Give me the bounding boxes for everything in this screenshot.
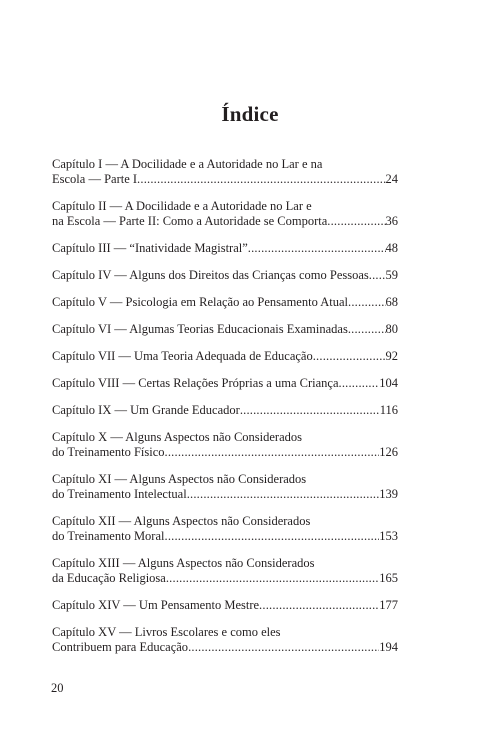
dot-leader <box>165 445 380 460</box>
dot-leader <box>165 529 380 544</box>
toc-entry-line: Capítulo II — A Docilidade e a Autoridade no Lar e <box>52 199 312 213</box>
toc-entry-line: Capítulo XV — Livros Escolares e como eles <box>52 625 281 639</box>
dot-leader <box>348 322 386 337</box>
toc-entry-page-number: 177 <box>379 598 398 612</box>
toc-entry-text: Capítulo VI — Algumas Teorias Educacionais Examinadas <box>52 322 348 336</box>
toc-entry[interactable] <box>52 430 398 460</box>
toc-entry[interactable] <box>52 625 398 655</box>
toc-entry-line: Capítulo XI — Alguns Aspectos não Considerados <box>52 472 307 486</box>
toc-entry-leader-line <box>52 598 398 613</box>
toc-entry-page-number: 126 <box>379 445 398 459</box>
toc-entry[interactable] <box>52 199 398 229</box>
toc-entry[interactable] <box>52 157 398 187</box>
dot-leader <box>240 403 380 418</box>
toc-entry-leader-line <box>52 268 398 283</box>
dot-leader <box>188 640 379 655</box>
toc-entry-text: Capítulo XIV — Um Pensamento Mestre <box>52 598 260 612</box>
toc-entry-text: Escola — Parte I <box>52 172 138 186</box>
dot-leader <box>369 268 386 283</box>
dot-leader <box>166 571 379 586</box>
toc-entry-text: Capítulo IX — Um Grande Educador <box>52 403 240 417</box>
toc-entry[interactable] <box>52 241 398 256</box>
toc-entry-text: Capítulo VIII — Certas Relações Próprias a uma Criança <box>52 376 339 390</box>
toc-entry-leader-line <box>52 322 398 337</box>
toc-entry[interactable] <box>52 322 398 337</box>
dot-leader <box>259 598 379 613</box>
toc-entry-page-number: 92 <box>385 349 398 363</box>
page-title: Índice <box>221 102 279 127</box>
toc-entry-page-number: 116 <box>379 403 398 417</box>
toc-entry-page-number: 48 <box>385 241 398 255</box>
toc-entry[interactable] <box>52 403 398 418</box>
toc-entry-line: Capítulo XII — Alguns Aspectos não Considerados <box>52 514 311 528</box>
toc-entry-leader-line <box>52 349 398 364</box>
toc-entry[interactable] <box>52 295 398 310</box>
toc-entry-page-number: 153 <box>379 529 398 543</box>
toc-entry[interactable] <box>52 514 398 544</box>
toc-entry-text: Capítulo IV — Alguns dos Direitos das Crianças como Pessoas <box>52 268 369 282</box>
toc-entry-page-number: 68 <box>385 295 398 309</box>
toc-entry-line: Capítulo XIII — Alguns Aspectos não Considerados <box>52 556 315 570</box>
dot-leader <box>137 172 385 187</box>
toc-entry-text: Capítulo VII — Uma Teoria Adequada de Educação <box>52 349 313 363</box>
toc-entry-page-number: 104 <box>379 376 398 390</box>
toc-entry[interactable] <box>52 376 398 391</box>
dot-leader <box>348 295 385 310</box>
dot-leader <box>327 214 385 229</box>
toc-entry-page-number: 24 <box>385 172 398 186</box>
toc-entry-leader-line <box>52 376 398 391</box>
toc-entry-text: do Treinamento Moral <box>52 529 165 543</box>
toc-entry-page-number: 194 <box>379 640 398 654</box>
dot-leader <box>187 487 380 502</box>
toc-entry-text: na Escola — Parte II: Como a Autoridade se Comporta <box>52 214 328 228</box>
toc-entry-text: do Treinamento Intelectual <box>52 487 187 501</box>
toc-entry-text: Capítulo V — Psicologia em Relação ao Pensamento Atual <box>52 295 349 309</box>
dot-leader <box>313 349 386 364</box>
toc-entry-page-number: 139 <box>379 487 398 501</box>
page-number: 20 <box>51 681 64 695</box>
dot-leader <box>248 241 386 256</box>
toc-entry[interactable] <box>52 349 398 364</box>
toc-entry[interactable] <box>52 598 398 613</box>
toc-entry-leader-line <box>52 571 398 586</box>
toc-entry-text: do Treinamento Físico <box>52 445 165 459</box>
toc-entry-leader-line <box>52 214 398 229</box>
toc-entry-leader-line <box>52 640 398 655</box>
toc-entry[interactable] <box>52 472 398 502</box>
toc-entry-leader-line <box>52 445 398 460</box>
toc-entry-leader-line <box>52 529 398 544</box>
toc-entry-page-number: 80 <box>385 322 398 336</box>
toc-entry-leader-line <box>52 295 398 310</box>
toc-entry-leader-line <box>52 403 398 418</box>
toc-entry-line: Capítulo I — A Docilidade e a Autoridade no Lar e na <box>52 157 323 171</box>
toc-entry-leader-line <box>52 172 398 187</box>
toc-entry-leader-line <box>52 241 398 256</box>
toc-entry[interactable] <box>52 268 398 283</box>
toc-entry-page-number: 165 <box>379 571 398 585</box>
toc-entry-text: da Educação Religiosa <box>52 571 166 585</box>
table-of-contents <box>52 157 398 655</box>
toc-entry-leader-line <box>52 487 398 502</box>
toc-entry-text: Capítulo III — “Inatividade Magistral” <box>52 241 248 255</box>
toc-entry-page-number: 59 <box>385 268 398 282</box>
toc-entry-page-number: 36 <box>385 214 398 228</box>
toc-entry-line: Capítulo X — Alguns Aspectos não Considerados <box>52 430 302 444</box>
toc-entry-text: Contribuem para Educação <box>52 640 189 654</box>
dot-leader <box>339 376 380 391</box>
toc-entry[interactable] <box>52 556 398 586</box>
